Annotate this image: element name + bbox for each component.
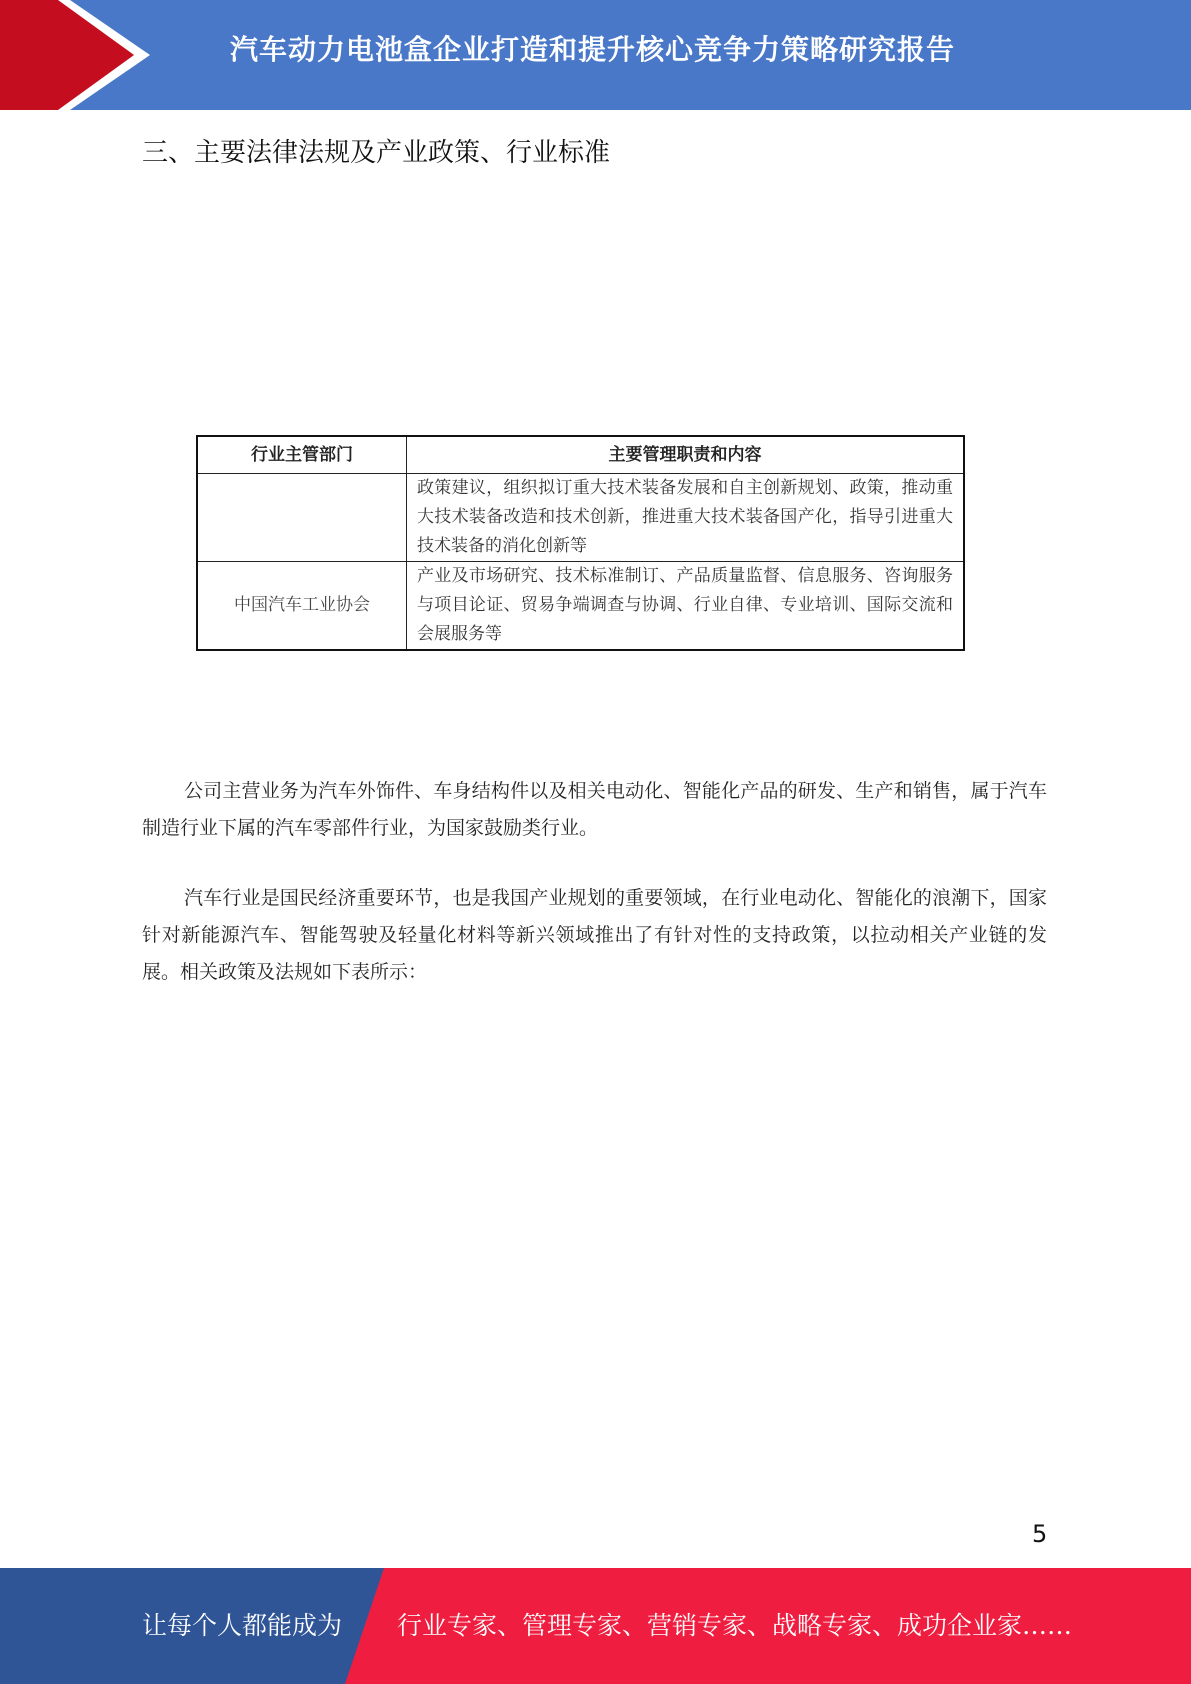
chevron-arrow-icon: [0, 0, 160, 110]
body-paragraph-2: 汽车行业是国民经济重要环节，也是我国产业规划的重要领域，在行业电动化、智能化的浪潮下，国家针对新能源汽车、智能驾驶及轻量化材料等新兴领域推出了有针对性的支持政策，以拉动相关产业链的发展。相关政策及法规如下表所示：: [142, 887, 1047, 983]
table-header-row: [197, 436, 964, 474]
footer-slogan-right: 行业专家、管理专家、营销专家、战略专家、成功企业家……: [397, 1611, 1073, 1640]
regulator-table-2: [196, 435, 965, 651]
footer-banner: [0, 1568, 1191, 1684]
table1-clip: [186, 212, 966, 372]
column-header-dept: 行业主管部门: [197, 436, 407, 474]
page-number: 5: [1032, 1520, 1048, 1548]
body-paragraph-1: 公司主营业务为汽车外饰件、车身结构件以及相关电动化、智能化产品的研发、生产和销售，属于汽车制造行业下属的汽车零部件行业，为国家鼓励类行业。: [142, 780, 1047, 839]
dept-cell: 中国汽车工业协会: [197, 562, 407, 651]
table-row: [197, 562, 964, 651]
report-title: 汽车动力电池盒企业打造和提升核心竞争力策略研究报告: [230, 33, 956, 66]
footer-slogan-left: 让每个人都能成为: [142, 1611, 343, 1640]
duty-cell: 产业及市场研究、技术标准制订、产品质量监督、信息服务、咨询服务与项目论证、贸易争端调查与协调、行业自律、专业培训、国际交流和会展服务等: [407, 562, 965, 651]
dept-cell: [197, 474, 407, 562]
table-row: [197, 474, 964, 562]
column-header-duty: 主要管理职责和内容: [407, 436, 965, 474]
section-heading: 三、主要法律法规及产业政策、行业标准: [142, 138, 611, 168]
header-banner: [0, 0, 1191, 110]
duty-cell: 政策建议，组织拟订重大技术装备发展和自主创新规划、政策，推动重大技术装备改造和技术创新，推进重大技术装备国产化，指导引进重大技术装备的消化创新等: [407, 474, 965, 562]
